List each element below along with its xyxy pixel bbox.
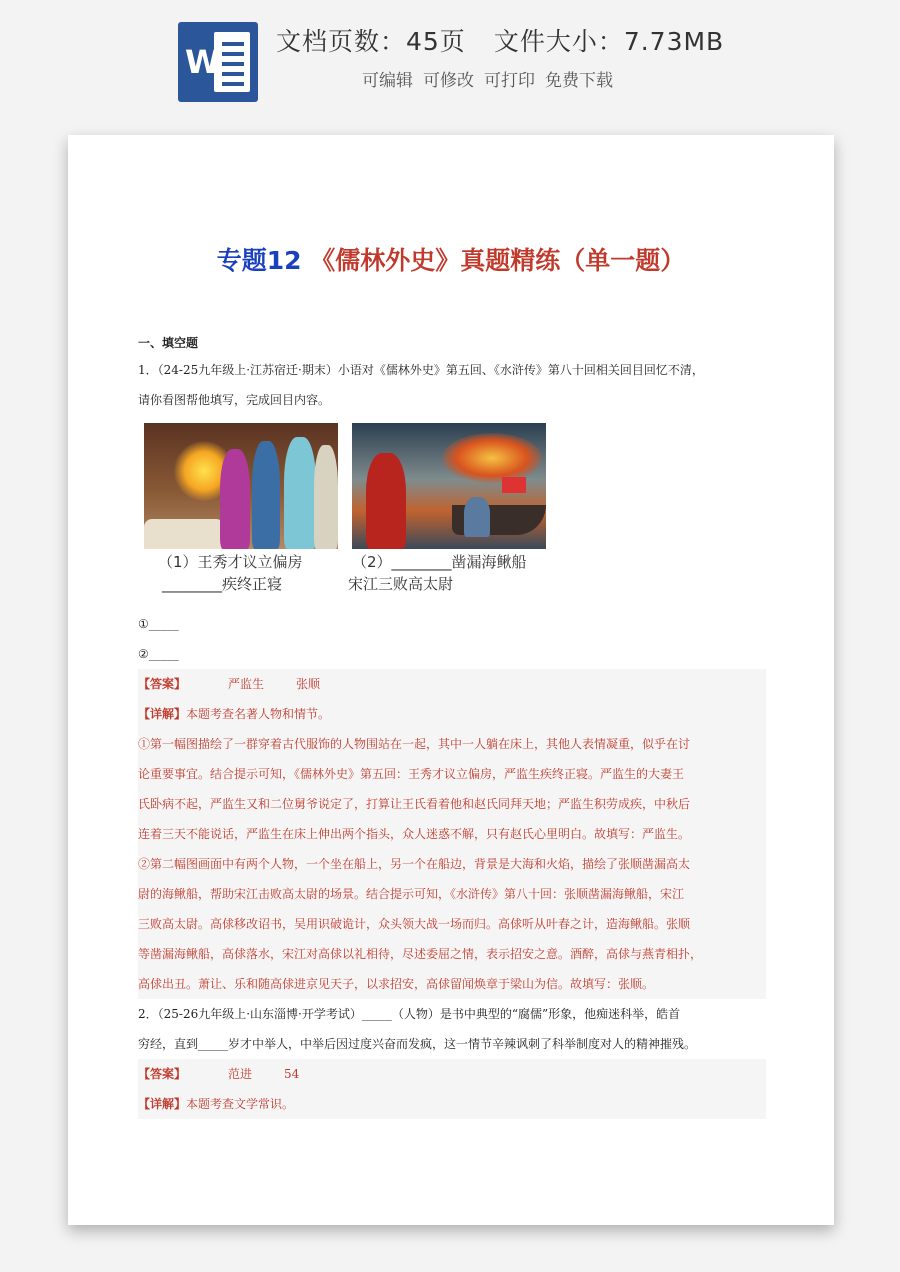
q1-detail-row <box>138 699 766 729</box>
q1-analysis-line: 三败高太尉。高俅移改诏书，吴用识破诡计，众头领大战一场而归。高俅听从叶春之计，造海鳅船。张顺 <box>138 917 691 931</box>
q1-blank-1: ①_____ <box>138 617 179 631</box>
q1-answer-2: 张顺 <box>296 677 321 691</box>
document-page <box>68 135 834 1225</box>
q1-analysis-line: 连着三天不能说话，严监生在床上伸出两个指头，众人迷惑不解，只有赵氏心里明白。故填写：严监生。 <box>138 827 691 841</box>
caption-1-line-b: ________疾终正寝 <box>162 575 283 593</box>
perk-free-download: 免费下载 <box>545 71 613 91</box>
q2-answer-row <box>138 1059 766 1089</box>
perk-editable: 可编辑 <box>362 71 413 91</box>
file-stats <box>276 22 724 58</box>
perk-printable: 可打印 <box>484 71 535 91</box>
q1-line-2: 请你看图帮他填写，完成回目内容。 <box>138 393 331 407</box>
file-size: 文件大小：7.73MB <box>493 27 725 56</box>
q1-analysis-line: 等凿漏海鳅船，高俅落水，宋江对高俅以礼相待，尽述委屈之情，表示招安之意。酒醉，高俅与燕青相扑， <box>138 947 703 961</box>
q1-analysis-line: ②第二幅图画面中有两个人物，一个坐在船上，另一个在船边，背景是大海和火焰，描绘了张顺凿漏高太 <box>138 857 691 871</box>
q1-detail-intro: 本题考查名著人物和情节。 <box>186 707 331 721</box>
q2-detail-intro: 本题考查文学常识。 <box>186 1097 295 1111</box>
answer-label: 【答案】 <box>138 677 187 691</box>
q1-answer-1: 严监生 <box>228 677 265 691</box>
caption-1-line-a: （1）王秀才议立偏房 <box>158 553 303 571</box>
q1-blank-2: ②_____ <box>138 647 179 661</box>
q2-line-2: 穷经，直到_____岁才中举人，中举后因过度兴奋而发疯，这一情节辛辣讽刺了科举制度对人的精神摧残。 <box>138 1037 697 1051</box>
q1-analysis-line: 论重要事宜。结合提示可知，《儒林外史》第五回：王秀才议立偏房，严监生疾终正寝。严监生的大妻王 <box>138 767 685 781</box>
title-topic-number: 专题12 <box>216 246 302 275</box>
page-count: 文档页数：45页 <box>276 27 466 56</box>
q2-detail-row <box>138 1089 766 1119</box>
document-body <box>138 331 766 1119</box>
word-letter: W <box>185 43 221 81</box>
q1-analysis-line: ①第一幅图描绘了一群穿着古代服饰的人物围站在一起，其中一人躺在床上，其他人表情凝重，似乎在讨 <box>138 737 691 751</box>
q2-answer-1: 范进 <box>228 1067 253 1081</box>
question-illustrations <box>138 423 766 601</box>
q2-line-1: 2．（25-26九年级上·山东淄博·开学考试）_____（人物）是书中典型的“腐儒”形象，他痴迷科举，皓首 <box>138 1007 681 1021</box>
download-banner <box>0 0 900 122</box>
q1-analysis-line: 氏卧病不起，严监生又和二位舅爷说定了，打算让王氏看着他和赵氏同拜天地；严监生积劳成疾，中秋后 <box>138 797 691 811</box>
document-title <box>68 241 834 277</box>
answer-label: 【答案】 <box>138 1067 187 1081</box>
detail-label: 【详解】 <box>138 1097 187 1111</box>
illustration-naval-battle <box>352 423 546 549</box>
q1-line-1: 1．（24-25九年级上·江苏宿迁·期末）小语对《儒林外史》第五回、《水浒传》第八十回相关回目回忆不清， <box>138 363 704 377</box>
detail-label: 【详解】 <box>138 707 187 721</box>
caption-2-line-b: 宋江三败高太尉 <box>348 575 454 593</box>
q1-analysis-line: 尉的海鳅船，帮助宋江击败高太尉的场景。结合提示可知，《水浒传》第八十回：张顺凿漏海鳅船，宋江 <box>138 887 685 901</box>
caption-2-line-a: （2）________凿漏海鳅船 <box>352 553 527 571</box>
title-topic-name: 《儒林外史》真题精练（单一题） <box>310 246 686 275</box>
q1-analysis-line: 高俅出丑。萧让、乐和随高俅进京见天子，以求招安，高俅留闻焕章于梁山为信。故填写：张顺。 <box>138 977 655 991</box>
q2-answer-box <box>138 1059 766 1119</box>
perks-list <box>362 66 623 91</box>
illustration-deathbed-scene <box>144 423 338 549</box>
q2-answer-2: 54 <box>284 1067 300 1081</box>
q1-answer-row <box>138 669 766 699</box>
q1-answer-box <box>138 669 766 999</box>
word-document-icon <box>178 22 258 102</box>
section-heading: 一、填空题 <box>138 336 199 350</box>
perk-modifiable: 可修改 <box>423 71 474 91</box>
